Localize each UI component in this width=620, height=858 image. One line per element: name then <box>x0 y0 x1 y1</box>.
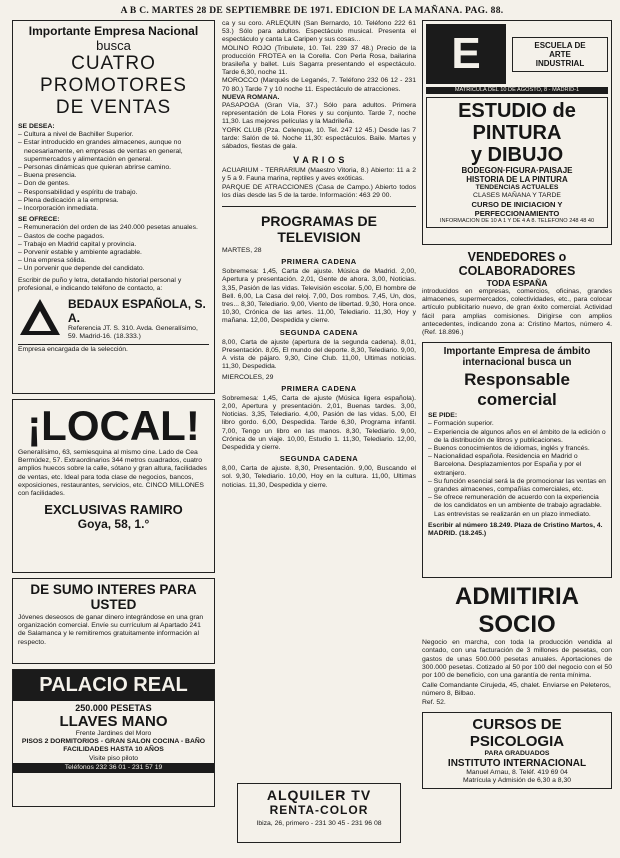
alquiler-line2: RENTA-COLOR <box>269 803 369 817</box>
interes-body: Jóvenes deseosos de ganar dinero integrándose en una gran organización comercial. Envíe su currículum al Apartado 241 de Salamanca y le remitiremos gratuitamente información al respecto. <box>18 614 204 646</box>
school-line3: INDUSTRIAL <box>535 58 585 68</box>
desea-item: – Don de gentes. <box>18 180 209 188</box>
pide-item: – Su función esencial será la de promocionar las ventas en grandes almacenes, compañías comerciales, etc. <box>428 478 606 494</box>
psicologia-title: CURSOS DE PSICOLOGIA <box>469 715 565 750</box>
pide-item: – Experiencia de algunos años en el ámbito de la edición o de la distribución de libros y publicaciones. <box>428 429 606 445</box>
palacio-phone: Teléfonos 232 36 01 - 231 57 19 <box>13 763 214 773</box>
local-title: ¡LOCAL! <box>27 402 200 449</box>
palacio-title: PALACIO REAL <box>13 670 214 701</box>
varios-list <box>222 167 416 200</box>
listing-entry: MOROCCO (Marqués de Leganés, 7. Teléfono 232 06 12 - 231 70 80.) Tarde 7 y 10 noche 11. Espectáculo de atracciones. <box>222 77 416 93</box>
ad-interes <box>12 578 215 664</box>
ad-palacio-real <box>12 669 215 807</box>
tv-title: PROGRAMAS DE TELEVISION <box>261 213 377 246</box>
pintura-word: PINTURA <box>472 122 562 144</box>
tv-pc2-text: Sobremesa: 1,45, Carta de ajuste (Música ligera española). 2,00, Apertura y presentación. 2,01, Buenas tardes. 3,00, Noticias. 3,35, Telediario. 4,00, Pasión de las vidas. 5,00, El libro gordo. 6,00, Despedida. Tarde 6,30, Programa infantil. 7,00, Tengo un libro en las manos. 8,30, Telediario. 9,00, Crónica de un viaje. 10,00, Estudio 1. 11,30, Telediario. 12,00, Despedida y cierre. <box>222 394 416 451</box>
vendedores-sub: TODA ESPAÑA <box>486 278 548 288</box>
tv-sc2: SEGUNDA CADENA <box>279 454 359 464</box>
tv-sc1: SEGUNDA CADENA <box>279 327 359 337</box>
admitiria-body: Negocio en marcha, con toda la producción vendida al contado, con una facturación de 3 millones de pesetas, con gastos de unas 500.000 pesetas anuales. Aportaciones de 300.000 pesetas. Cotizado al 50 por 100 del negocio con el 50 por 100 de beneficio, con una garantía de renta mínima. <box>422 639 612 680</box>
listing-entry: YORK CLUB (Pza. Celenque, 10. Tel. 247 12 45.) Desde las 7 tarde: Salón de té. Noche 11,30: espectáculos. Baile. Martes y sábados, fiestas de gala. <box>222 126 416 151</box>
estudio-word: ESTUDIO de <box>458 100 576 122</box>
info-line: INFORMACION DE 10 A 1 Y DE 4 A 8. TELEFONO 248 48 40 <box>439 218 595 225</box>
interes-title: DE SUMO INTERES PARA USTED <box>30 582 197 612</box>
company-info <box>68 297 209 341</box>
ofrece-item: – Una empresa sólida. <box>18 257 209 265</box>
ofrece-list <box>18 224 209 273</box>
local-body: Generalísimo, 63, semiesquina al mismo cine. Lado de Cea Bermúdez, 57. Extraordinarios 344 metros cuadrados, cuatro amplios huecos sobre la calle, sótano y gran altura, facilidades de ventas, etc. Ideal para toda clase de negocios, bancos, exposiciones, restaurantes, servicios, etc. CINCO MILLONES con facilidades. <box>18 449 207 498</box>
palacio-visit: Visite piso piloto <box>89 754 138 762</box>
pide-list <box>428 420 606 518</box>
vendedores-body: introducidos en empresas, comercios, oficinas, grandes almacenes, supermercados, colectividades, etc., para colocar artículo publicitario nuevo, de gran éxito comercial. Actividad fácil para amplias comisiones. Dirigirse con amplios antecedentes, indicando zona a: Cristino Martos, número 4. (Ref. 18.896.) <box>422 288 612 337</box>
ad-local <box>12 399 215 573</box>
ad-estudio <box>422 20 612 245</box>
column-left <box>12 20 215 852</box>
palacio-price: 250.000 PESETAS <box>75 703 152 713</box>
desea-item: – Responsabilidad y espíritu de trabajo. <box>18 189 209 197</box>
alquiler-line1: ALQUILER TV <box>266 787 372 803</box>
admitiria-title: ADMITIRIA SOCIO <box>455 583 579 639</box>
listing-entry: NUEVA ROMANA. <box>222 93 280 101</box>
ofrece-item: – Gastos de coche pagados. <box>18 233 209 241</box>
palacio-facilidades: FACILIDADES HASTA 10 AÑOS <box>63 746 164 754</box>
desea-list <box>18 131 209 213</box>
estudio-logo: E <box>426 24 506 84</box>
desea-item: – Buena presencia. <box>18 172 209 180</box>
company-name: BEDAUX ESPAÑOLA, S. A. <box>68 297 206 326</box>
psicologia-mat: Matrícula y Admisión de 6,30 a 8,30 <box>462 777 572 785</box>
pide-item: – Formación superior. <box>428 420 606 428</box>
desea-item: – Personas dinámicas que quieran abrirse camino. <box>18 164 209 172</box>
column-right <box>422 20 612 852</box>
psicologia-sub: PARA GRADUADOS <box>484 749 550 757</box>
company-block <box>18 297 209 341</box>
tv-pc1: PRIMERA CADENA <box>281 257 357 267</box>
ofrece-item: – Remuneración del orden de las 240.000 pesetas anuales. <box>18 224 209 232</box>
desea-item: – Plena dedicación a la empresa. <box>18 197 209 205</box>
ad-promotores-title1: Importante Empresa Nacional <box>28 24 199 38</box>
ofrece-item: – Trabajo en Madrid capital y provincia. <box>18 241 209 249</box>
responsable-t2: Responsable comercial <box>464 370 570 410</box>
column-middle <box>222 20 416 852</box>
ad-admitiria <box>422 583 612 707</box>
desea-item: – Cultura a nivel de Bachiller Superior. <box>18 131 209 139</box>
admitiria-address: Calle Comandante Cirujeda, 45, chalet. Enviarse en Peleteros, número 8, Bilbao. <box>422 682 611 698</box>
estudio-school <box>512 37 608 72</box>
ad-promotores-title4: DE VENTAS <box>55 97 172 118</box>
school-line2: ARTE <box>549 49 571 59</box>
listing-entry: ca y su coro. ARLEQUIN (San Bernardo, 10. Teléfono 222 61 53.) Sólo para adultos. Espectáculo musical. Presenta el espectáculo y canta La Caripen y sus cosas... <box>222 20 416 44</box>
historia-line: HISTORIA DE LA PINTURA <box>466 175 568 184</box>
palacio-frente: Frente Jardines del Moro <box>75 730 152 737</box>
estudio-main <box>426 97 608 228</box>
ad-responsable <box>422 342 612 578</box>
tendencias-line: TENDENCIAS ACTUALES <box>475 184 559 191</box>
estudio-logo-row <box>426 24 608 84</box>
responsable-t1: Importante Empresa de ámbito internacional busca un <box>443 346 591 369</box>
tv-pc2: PRIMERA CADENA <box>281 383 357 393</box>
ad-promotores-title2: busca <box>96 38 131 53</box>
varios-title: V A R I O S <box>293 155 345 166</box>
vendedores-title: VENDEDORES o COLABORADORES <box>458 250 576 278</box>
curso-line: CURSO DE INICIACION Y PERFECCIONAMIENTO <box>471 200 563 219</box>
ad-alquiler-tv <box>237 783 401 843</box>
clases-line: CLASES MAÑANA Y TARDE <box>473 192 561 200</box>
tv-day1: MARTES, 28 <box>222 247 262 255</box>
pide-item: – Se ofrece remuneración de acuerdo con la experiencia de los candidatos en un ambiente de trabajo agradable. Las entrevistas se realizarán en un plazo inmediato. <box>428 494 606 519</box>
pide-item: – Nacionalidad española. Residencia en Madrid o Barcelona. Desplazamientos por España y por el extranjero. <box>428 453 606 478</box>
listing-entry: PASAPOGA (Gran Vía, 37.) Sólo para adultos. Primera representación de Lola Flores y su conjunto. Tarde 7, noche 11,30. Las mejores películas y la Madrileña. <box>222 102 416 126</box>
company-address: Referencia JT. S. 310. Avda. Generalísimo, 59. Madrid-16. (18.333.) <box>68 325 198 341</box>
ad-promotores <box>12 20 215 394</box>
ad-vendedores <box>422 250 612 337</box>
dibujo-word: y DIBUJO <box>470 144 564 166</box>
page-header: A B C. MARTES 28 DE SEPTIEMBRE DE 1971. EDICION DE LA MAÑANA. PAG. 88. <box>120 6 504 16</box>
tv-sc2-text: 8,00, Carta de ajuste. 8,30, Presentación. 9,00, Buscando el sol. 9,30, Telediario. 10,00, Hoy en la cultura. 11,00, Ultimas noticias. 11,30, Despedida y cierre. <box>222 465 416 489</box>
ofrece-item: – Un porvenir que depende del candidato. <box>18 265 209 273</box>
alquiler-line3: Ibiza, 26, primero - 231 30 45 - 231 96 08 <box>256 820 382 827</box>
responsable-contact: Escribir al número 18.249. Plaza de Cristino Martos, 4. MADRID. (18.245.) <box>428 521 603 538</box>
desea-item: – Estar introducido en grandes almacenes, aunque no necesariamente, en empresas de ventas en general, supermercados y alimentación en general. <box>18 139 209 164</box>
bedaux-logo-icon <box>18 297 62 337</box>
pide-item: – Buenos conocimientos de idiomas, inglés y francés. <box>428 445 606 453</box>
school-line1: ESCUELA DE <box>534 40 586 50</box>
ad-psicologia <box>422 712 612 790</box>
listings-top <box>222 20 416 151</box>
psicologia-inst: INSTITUTO INTERNACIONAL <box>447 758 587 770</box>
varios-entry: PARQUE DE ATRACCIONES (Casa de Campo.) Abierto todos los días desde las 5 de la tarde. Información: 463 29 00. <box>222 183 416 199</box>
tv-divider <box>222 206 416 207</box>
palacio-llaves: LLAVES MANO <box>59 713 168 730</box>
local-address: Goya, 58, 1.° <box>77 517 150 532</box>
ad-promotores-title3: CUATRO PROMOTORES <box>40 53 187 96</box>
admitiria-ref: Ref. 52. <box>422 698 446 706</box>
estudio-strip: MATRICULA DEL 10 DE AGOSTO, 8 - MADRID-1 <box>426 87 608 94</box>
desea-label: SE DESEA: <box>18 123 55 130</box>
tv-pc1-text: Sobremesa: 1,45, Carta de ajuste. Música de Madrid. 2,00, Apertura y presentación. 2,01, Gente de ahora. 3,00, Noticias. 3,35, Pasión de las vidas. Televisión escolar. 5,00, El hombre de Bell. 6,00, La Casa del reloj. 7,00, Dos rombos. 7,45, Un, dos, tres... 8,30, Telediario. 9,00, Viento de libertad. 9,30, Hora once. 10,30, Crónica de las artes. 11,00, Telediario. 11,30, Hoy y mañana. 12,00, Despedida y cierre. <box>222 268 416 325</box>
tv-sc1-text: 8,00, Carta de ajuste (apertura de la segunda cadena). 8,01, Presentación. 8,05, El mundo del deporte. 8,30, Telediario. 9,00, A vista de pájaro. 9,30, Cine Club. 11,00, Ultimas noticias. 11,30, Despedida. <box>222 338 416 371</box>
company-note: Empresa encargada de la selección. <box>18 344 209 354</box>
tv-day2: MIERCOLES, 29 <box>222 373 274 381</box>
pide-label: SE PIDE: <box>428 412 458 420</box>
desea-item: – Incorporación inmediata. <box>18 205 209 213</box>
psicologia-address: Manuel Arnau, 8. Teléf. 419 69 04 <box>466 769 568 777</box>
local-agency: EXCLUSIVAS RAMIRO <box>44 502 183 518</box>
palacio-rooms: PISOS 2 DORMITORIOS - GRAN SALON COCINA - BAÑO <box>21 738 206 746</box>
bodegon-line: BODEGON·FIGURA·PAISAJE <box>461 166 573 175</box>
listing-entry: MOLINO ROJO (Tribulete, 10. Tel. 239 37 48.) Precio de la producción FROTEA en la Corella. Con Perla Rosa, bailarina brasileña y ballet. Luis Sagarra presentando el espectáculo. Tarde 6,30, noche 11. <box>222 44 416 77</box>
ofrece-item: – Porvenir estable y ambiente agradable. <box>18 249 209 257</box>
escribir-text: Escribir de puño y letra, detallando historial personal y profesional, e indicando teléfono de contacto, a: <box>18 276 182 292</box>
ofrece-label: SE OFRECE: <box>18 216 60 224</box>
varios-entry: ACUARIUM - TERRARIUM (Maestro Vitoria, 8.) Abierto: 11 a 2 y 5 a 9. Fauna marina, reptiles y aves exóticas. <box>222 167 416 183</box>
